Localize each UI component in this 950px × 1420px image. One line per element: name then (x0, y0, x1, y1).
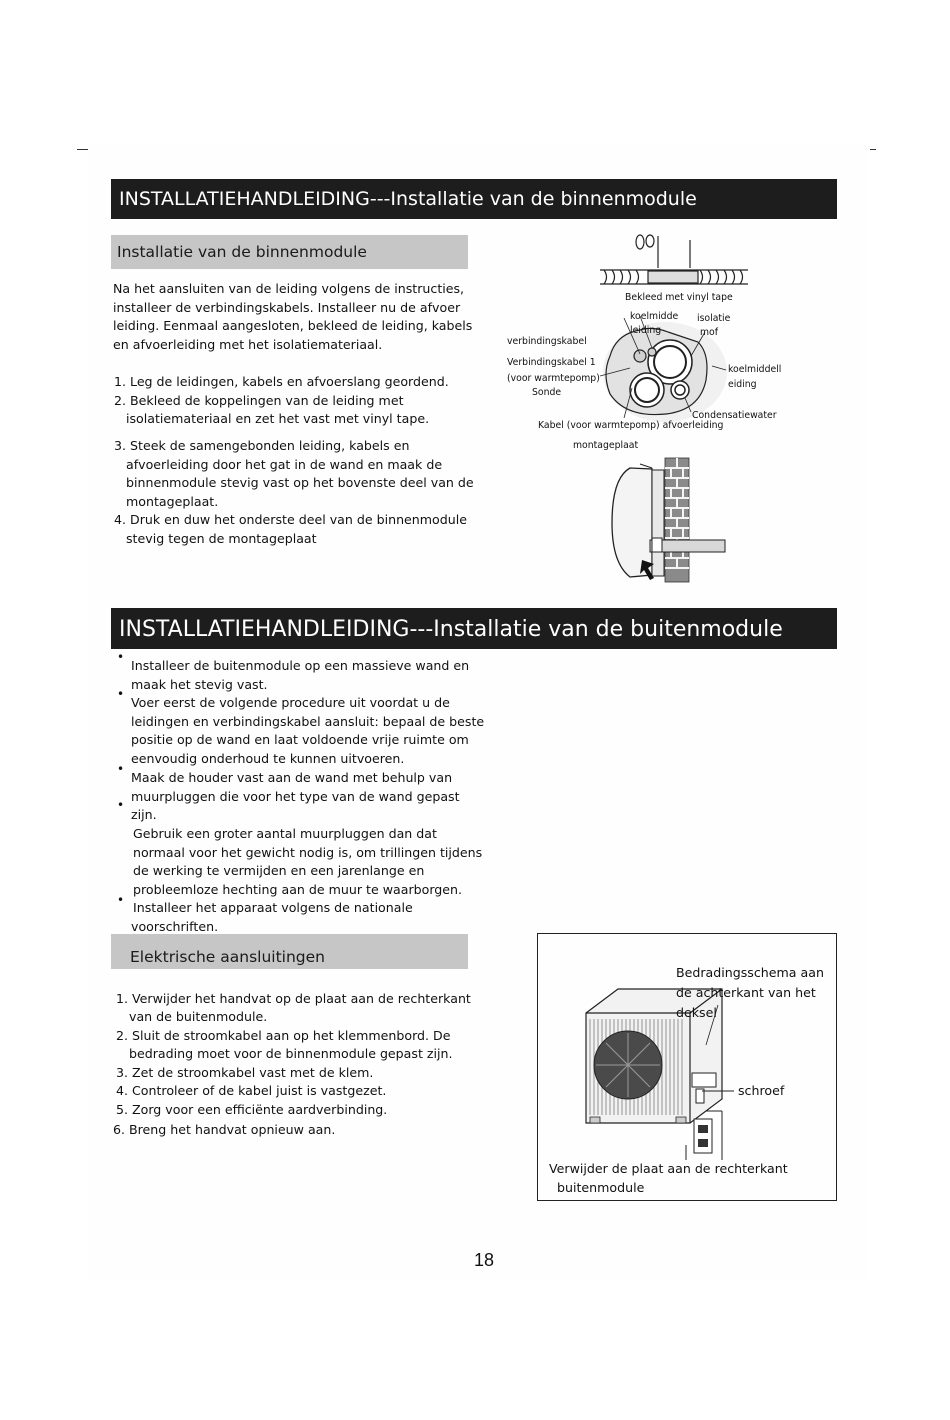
step-line: stevig tegen de montageplaat (126, 531, 317, 546)
subheading-electrical: Elektrische aansluitingen (111, 934, 468, 969)
label-wiring-diagram-3: deksel (676, 1005, 717, 1020)
step-line: 2. Bekleed de koppelingen van de leiding met (114, 393, 404, 408)
intro-line: Na het aansluiten van de leiding volgens de instructies, (113, 281, 465, 296)
step-line: 1. Leg de leidingen, kabels en afvoerslang geordend. (114, 374, 449, 389)
label-connection-cable: verbindingskabel (507, 336, 587, 347)
label-refrigerant-pipe-2: leiding (630, 325, 662, 336)
vinyl-tape-drawing (600, 235, 748, 284)
instruction-line: Installeer de buitenmodule op een massieve wand en (131, 658, 470, 673)
label-vinyl-tape: Bekleed met vinyl tape (625, 292, 733, 303)
label-insulation-sleeve: isolatie (697, 313, 731, 324)
bullet: • (117, 762, 125, 776)
label-connection-cable-1: Verbindingskabel 1 (507, 357, 596, 368)
label-cable-drain: Kabel (voor warmtepomp) afvoerleiding (538, 420, 724, 431)
instruction-line: Gebruik een groter aantal muurpluggen dan dat (133, 826, 437, 841)
label-probe: Sonde (532, 387, 562, 398)
instruction-line: probleemloze hechting aan de muur te waarborgen. (133, 882, 463, 897)
label-condensate: Condensatiewater (692, 410, 777, 421)
intro-line: installeer de verbindingskabels. Installeer nu de afvoer (113, 300, 461, 315)
label-mounting-plate: montageplaat (573, 440, 639, 451)
electrical-step-line: 6. Breng het handvat opnieuw aan. (113, 1122, 336, 1137)
intro-line: leiding. Eenmaal aangesloten, bekleed de leiding, kabels (113, 318, 473, 333)
electrical-step-line: 1. Verwijder het handvat op de plaat aan de rechterkant (116, 991, 471, 1006)
step-line: isolatiemateriaal en zet het vast met vinyl tape. (126, 411, 430, 426)
figure-caption: Verwijder de plaat aan de rechterkant (549, 1161, 788, 1176)
label-wiring-diagram-2: de achterkant van het (676, 985, 816, 1000)
instruction-line: normaal voor het gewicht nodig is, om trillingen tijdens (133, 845, 483, 860)
instruction-line: voorschriften. (131, 919, 219, 934)
step-line: binnenmodule stevig vast op het bovenste deel van de (126, 475, 474, 490)
step-line: 3. Steek de samengebonden leiding, kabels en (114, 438, 410, 453)
instruction-line: maak het stevig vast. (131, 677, 268, 692)
label-wiring-diagram: Bedradingsschema aan (676, 965, 824, 980)
label-refrigerant-line-2: eiding (728, 379, 757, 390)
label-heat-pump: (voor warmtepomp) (507, 373, 600, 384)
instruction-line: leidingen en verbindingskabel aansluit: bepaal de beste (131, 714, 485, 729)
subheading-indoor: Installatie van de binnenmodule (111, 235, 468, 269)
instruction-line: de werking te vermijden en een jarenlange en (133, 863, 425, 878)
label-refrigerant-line: koelmiddell (728, 364, 782, 375)
instruction-line: positie op de wand en laat voldoende vrije ruimte om (131, 732, 469, 747)
instruction-line: zijn. (131, 807, 157, 822)
label-refrigerant-pipe: koelmidde (630, 311, 679, 322)
electrical-step-line: 4. Controleer of de kabel juist is vastgezet. (116, 1083, 387, 1098)
electrical-step-line: 3. Zet de stroomkabel vast met de klem. (116, 1065, 374, 1080)
instruction-line: Voer eerst de volgende procedure uit voordat u de (131, 695, 450, 710)
electrical-step-line: van de buitenmodule. (129, 1009, 268, 1024)
instruction-line: eenvoudig onderhoud te kunnen uitvoeren. (131, 751, 405, 766)
page-number: 18 (473, 1250, 495, 1270)
instruction-line: muurpluggen die voor het type van de wand gepast (131, 789, 460, 804)
intro-line: en afvoerleiding met het isolatiemateriaal. (113, 337, 383, 352)
step-line: afvoerleiding door het gat in de wand en maak de (126, 457, 443, 472)
electrical-step-line: bedrading moet voor de binnenmodule gepast zijn. (129, 1046, 453, 1061)
electrical-step-line: 2. Sluit de stroomkabel aan op het klemmenbord. De (116, 1028, 451, 1043)
section-banner-outdoor: INSTALLATIEHANDLEIDING---Installatie van de buitenmodule (111, 608, 837, 649)
instruction-line: Installeer het apparaat volgens de nationale (133, 900, 413, 915)
label-insulation-sleeve-2: mof (700, 327, 719, 338)
figure-caption-2: buitenmodule (557, 1180, 645, 1195)
step-line: montageplaat. (126, 494, 219, 509)
bullet: • (117, 650, 125, 664)
bullet: • (117, 687, 125, 701)
bullet: • (117, 893, 125, 907)
instruction-line: Maak de houder vast aan de wand met behulp van (131, 770, 453, 785)
electrical-step-line: 5. Zorg voor een efficiënte aardverbinding. (116, 1102, 388, 1117)
bullet: • (117, 798, 125, 812)
indoor-unit-wall-diagram (600, 448, 740, 588)
step-line: 4. Druk en duw het onderste deel van de binnenmodule (114, 512, 467, 527)
section-banner-indoor: INSTALLATIEHANDLEIDING---Installatie van de binnenmodule (111, 179, 837, 219)
crop-mark-right (870, 149, 876, 150)
label-screw: schroef (738, 1083, 785, 1098)
